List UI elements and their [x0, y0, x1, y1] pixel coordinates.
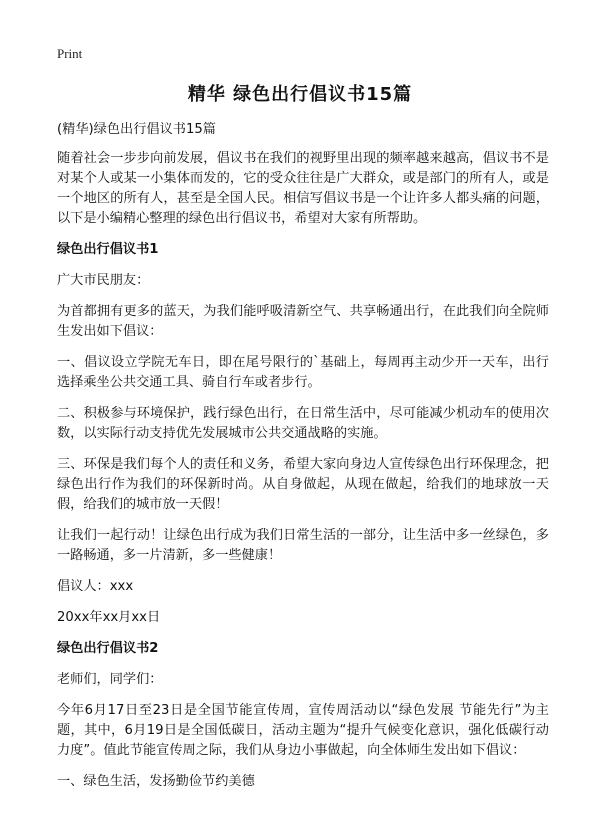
- paragraph: 为首都拥有更多的蓝天，为我们能呼吸清新空气、共享畅通出行，在此我们向全院师生发出如下倡议：: [57, 304, 549, 339]
- paragraph: 三、环保是我们每个人的责任和义务，希望大家向身边人宣传绿色出行环保理念，把绿色出行作为我们的环保新时尚。从自身做起，从现在做起，给我们的地球放一天假，给我们的城市放一天假！: [57, 457, 549, 512]
- section-heading-1: 绿色出行倡议书1: [57, 242, 159, 257]
- paragraph: 让我们一起行动！让绿色出行成为我们日常生活的一部分，让生活中多一丝绿色，多一路畅通，多一片清新，多一些健康！: [57, 528, 549, 563]
- salutation-1: 广大市民朋友：: [57, 273, 150, 288]
- salutation-2: 老师们，同学们：: [57, 672, 163, 687]
- print-label[interactable]: Print: [57, 46, 83, 61]
- signer: 倡议人：xxx: [57, 579, 134, 594]
- paragraph: 今年6月17日至23日是全国节能宣传周，宣传周活动以“绿色发展 节能先行”为主题，其中，6月19日是全国低碳日，活动主题为“提升气候变化意识，强化低碳行动力度”。值此节能宣传周之际，我们从身边小事做起，向全体师生发出如下倡议：: [57, 703, 549, 758]
- paragraph: 二、积极参与环境保护，践行绿色出行，在日常生活中，尽可能减少机动车的使用次数，以实际行动支持优先发展城市公共交通战略的实施。: [57, 406, 549, 441]
- intro-paragraph: 随着社会一步步向前发展，倡议书在我们的视野里出现的频率越来越高，倡议书不是对某个人或某一小集体而发的，它的受众往往是广大群众，或是部门的所有人，或是一个地区的所有人，甚至是全国人民。相信写倡议书是一个让许多人都头痛的问题，以下是小编精心整理的绿色出行倡议书，希望对大家有所帮助。: [57, 151, 549, 226]
- paragraph: 一、绿色生活，发扬勤俭节约美德: [57, 774, 255, 789]
- document-body: [57, 120, 549, 803]
- paragraph: 一、倡议设立学院无车日，即在尾号限行的`基础上，每周再主动少开一天车，出行选择乘坐公共交通工具、骑自行车或者步行。: [57, 355, 549, 390]
- section-heading-2: 绿色出行倡议书2: [57, 641, 159, 656]
- document-subtitle: (精华)绿色出行倡议书15篇: [57, 122, 216, 137]
- document-title: 精华 绿色出行倡议书15篇: [187, 84, 413, 105]
- date: 20xx年xx月xx日: [57, 610, 161, 625]
